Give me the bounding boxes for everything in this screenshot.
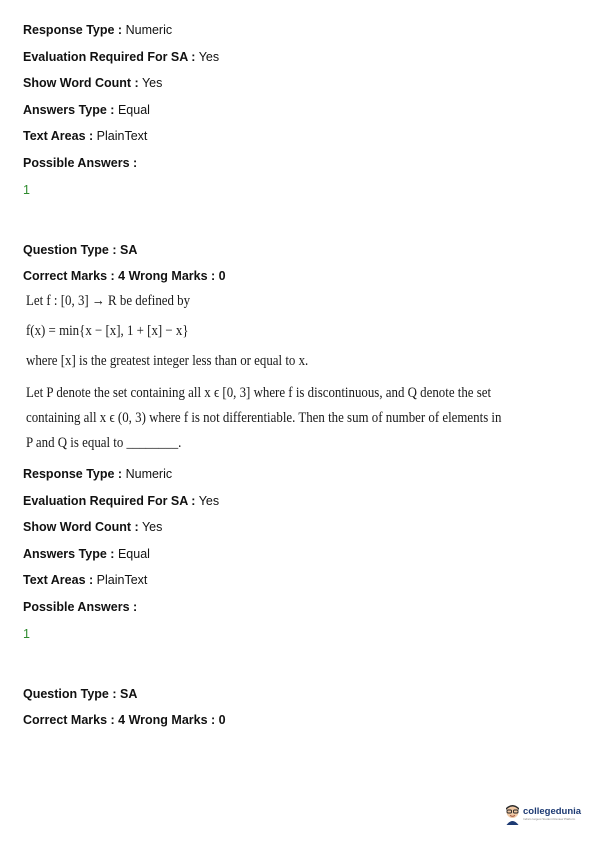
question-line: containing all x ϵ (0, 3) where f is not differentiable. Then the sum of number of elements in [26,410,502,426]
field-label: Show Word Count : [23,76,139,90]
text-areas-row [23,572,147,588]
possible-answers-row [23,155,137,171]
marks-row [23,712,226,728]
logo-name: collegedunia [523,806,582,818]
field-label: Evaluation Required For SA : [23,494,196,508]
evaluation-row [23,493,219,509]
collegedunia-logo [504,799,584,829]
field-value: Numeric [125,23,173,37]
logo-tagline: India's largest Student Review Platform [523,816,576,821]
field-value: Equal [117,547,150,561]
evaluation-row [23,49,219,65]
field-label: Question Type : [23,687,117,701]
field-value: Yes [141,76,163,90]
field-value: Yes [198,494,220,508]
question-type-row [23,686,137,702]
field-label: Evaluation Required For SA : [23,50,196,64]
question-line: f(x) = min{x − [x], 1 + [x] − x} [26,323,189,339]
field-label: Possible Answers : [23,600,138,614]
response-type-row [23,22,172,38]
field-label: Response Type : [23,23,123,37]
marks-text: Correct Marks : 4 Wrong Marks : 0 [23,269,226,283]
word-count-row [23,75,162,91]
field-label: Response Type : [23,467,123,481]
field-value: SA [120,243,138,257]
response-type-row [23,466,172,482]
possible-answer-value: 1 [23,627,30,641]
field-label: Answers Type : [23,103,115,117]
word-count-row [23,519,162,535]
marks-text: Correct Marks : 4 Wrong Marks : 0 [23,713,226,727]
field-value: PlainText [96,573,148,587]
field-label: Answers Type : [23,547,115,561]
student-mascot-icon [504,803,521,825]
field-label: Possible Answers : [23,156,138,170]
question-line: Let f : [0, 3] → R be defined by [26,293,191,309]
question-line: P and Q is equal to ________. [26,435,182,451]
field-label: Text Areas : [23,129,94,143]
field-value: Equal [117,103,150,117]
field-value: SA [120,687,138,701]
field-label: Question Type : [23,243,117,257]
field-value: PlainText [96,129,148,143]
field-value: Yes [141,520,163,534]
possible-answer-value: 1 [23,183,30,197]
text-areas-row [23,128,147,144]
possible-answers-row [23,599,137,615]
answers-type-row [23,546,150,562]
field-value: Yes [198,50,220,64]
question-type-row [23,242,137,258]
answers-type-row [23,102,150,118]
question-line: where [x] is the greatest integer less than or equal to x. [26,353,309,369]
question-line: Let P denote the set containing all x ϵ [0, 3] where f is discontinuous, and Q denote the set [26,385,492,401]
field-label: Show Word Count : [23,520,139,534]
field-label: Text Areas : [23,573,94,587]
marks-row [23,268,226,284]
field-value: Numeric [125,467,173,481]
